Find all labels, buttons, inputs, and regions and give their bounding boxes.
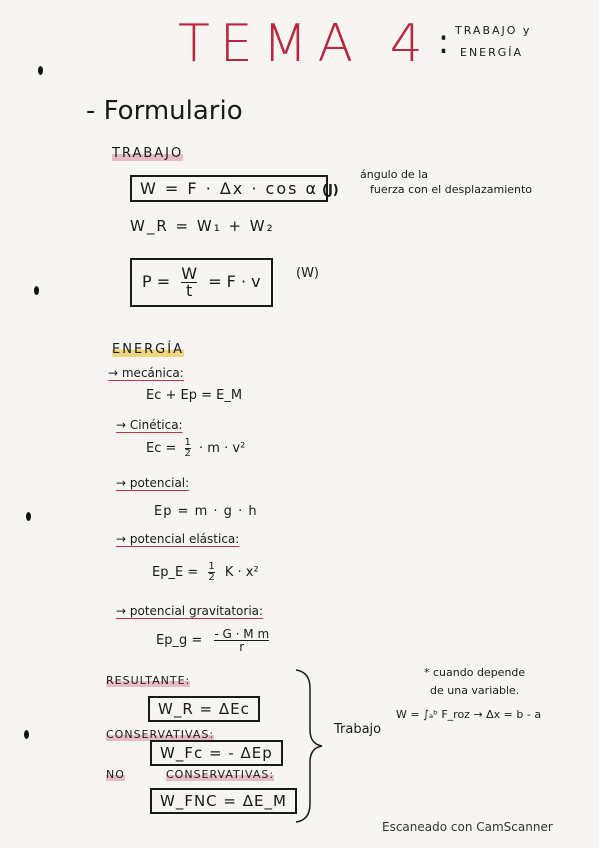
no-conservativas-formula-box bbox=[150, 788, 297, 814]
section-title: - Formulario bbox=[86, 96, 243, 126]
cinetica-label-text: → Cinética: bbox=[116, 418, 183, 432]
elastica-label bbox=[116, 532, 239, 546]
gravitatoria-formula-left: Ep_g = bbox=[156, 633, 203, 648]
unit-joule: (J) bbox=[322, 183, 339, 198]
curly-brace-icon bbox=[292, 668, 326, 824]
cinetica-fraction bbox=[185, 438, 191, 459]
elastica-fraction bbox=[208, 562, 214, 583]
trabajo-brace-label: Trabajo bbox=[334, 722, 382, 737]
gravitatoria-formula bbox=[156, 628, 277, 653]
trabajo-heading bbox=[112, 146, 183, 161]
integral-formula: W = ∫ₐᵇ F_roz → Δx = b - a bbox=[396, 708, 542, 721]
cinetica-numerator: 1 bbox=[184, 437, 191, 448]
resultant-work-formula: W_R = W₁ + W₂ bbox=[130, 217, 275, 235]
mecanica-formula: Ec + Ep = E_M bbox=[146, 388, 243, 403]
tema-title: TEMA 4 bbox=[178, 14, 433, 74]
work-formula-box bbox=[130, 175, 328, 202]
work-formula: W = F · Δx · cos α bbox=[140, 179, 319, 198]
elastica-denominator: 2 bbox=[208, 572, 215, 583]
side-note-line-2: de una variable. bbox=[430, 684, 520, 697]
scanner-footer: Escaneado con CamScanner bbox=[382, 820, 553, 834]
power-denominator: t bbox=[186, 281, 193, 300]
energia-heading bbox=[112, 342, 184, 357]
power-formula-left: P = bbox=[142, 272, 171, 291]
no-label-text: NO bbox=[106, 768, 125, 781]
gravitatoria-label-text: → potencial gravitatoria: bbox=[116, 604, 264, 618]
resultante-formula: W_R = ΔEc bbox=[158, 700, 250, 718]
resultante-formula-box bbox=[148, 696, 260, 722]
binder-hole bbox=[38, 66, 43, 75]
subtitle-line-2: ENERGÍA bbox=[460, 46, 524, 59]
elastica-formula-left: Ep_E = bbox=[152, 565, 199, 580]
mecanica-label bbox=[108, 366, 184, 380]
unit-watt: (W) bbox=[296, 266, 319, 281]
gravitatoria-fraction bbox=[214, 628, 269, 653]
power-formula-box bbox=[130, 258, 273, 307]
subtitle-line-1: TRABAJO y bbox=[455, 24, 532, 37]
cinetica-formula-left: Ec = bbox=[146, 441, 177, 456]
potencial-label-text: → potencial: bbox=[116, 476, 190, 490]
energia-heading-text: ENERGÍA bbox=[112, 342, 184, 357]
cinetica-formula-right: · m · v² bbox=[199, 441, 246, 456]
mecanica-label-text: → mecánica: bbox=[108, 366, 184, 380]
no-conservativas-label bbox=[166, 768, 274, 781]
power-fraction bbox=[181, 266, 197, 299]
potencial-label bbox=[116, 476, 189, 490]
gravitatoria-numerator: - G · M m bbox=[214, 627, 270, 641]
resultante-label bbox=[106, 674, 190, 687]
side-note-line-1: * cuando depende bbox=[424, 666, 526, 679]
elastica-formula bbox=[152, 562, 259, 583]
cinetica-label bbox=[116, 418, 183, 432]
cinetica-formula bbox=[146, 438, 245, 459]
no-conservativas-label-text: CONSERVATIVAS: bbox=[166, 768, 275, 781]
elastica-label-text: → potencial elástica: bbox=[116, 532, 240, 546]
conservativas-formula: W_Fc = - ΔEp bbox=[160, 744, 273, 762]
title-colon: : bbox=[437, 22, 450, 62]
angle-note-line-2: fuerza con el desplazamiento bbox=[370, 183, 533, 196]
binder-hole bbox=[24, 730, 29, 739]
trabajo-heading-text: TRABAJO bbox=[112, 146, 184, 161]
potencial-formula: Ep = m · g · h bbox=[154, 504, 258, 519]
resultante-label-text: RESULTANTE: bbox=[106, 674, 191, 687]
no-label bbox=[106, 768, 125, 781]
elastica-formula-right: K · x² bbox=[224, 565, 259, 580]
power-formula-right: = F · v bbox=[208, 272, 261, 291]
elastica-numerator: 1 bbox=[208, 561, 215, 572]
page-header bbox=[178, 14, 449, 74]
cinetica-denominator: 2 bbox=[184, 448, 191, 459]
binder-hole bbox=[26, 512, 31, 521]
binder-hole bbox=[34, 286, 39, 295]
gravitatoria-denominator: r bbox=[239, 640, 245, 654]
no-conservativas-formula: W_FNC = ΔE_M bbox=[160, 792, 287, 810]
conservativas-formula-box bbox=[150, 740, 283, 766]
power-numerator: W bbox=[181, 264, 198, 283]
gravitatoria-label bbox=[116, 604, 263, 618]
conservativas-label-text: CONSERVATIVAS: bbox=[106, 728, 215, 741]
angle-note-line-1: ángulo de la bbox=[360, 168, 428, 181]
